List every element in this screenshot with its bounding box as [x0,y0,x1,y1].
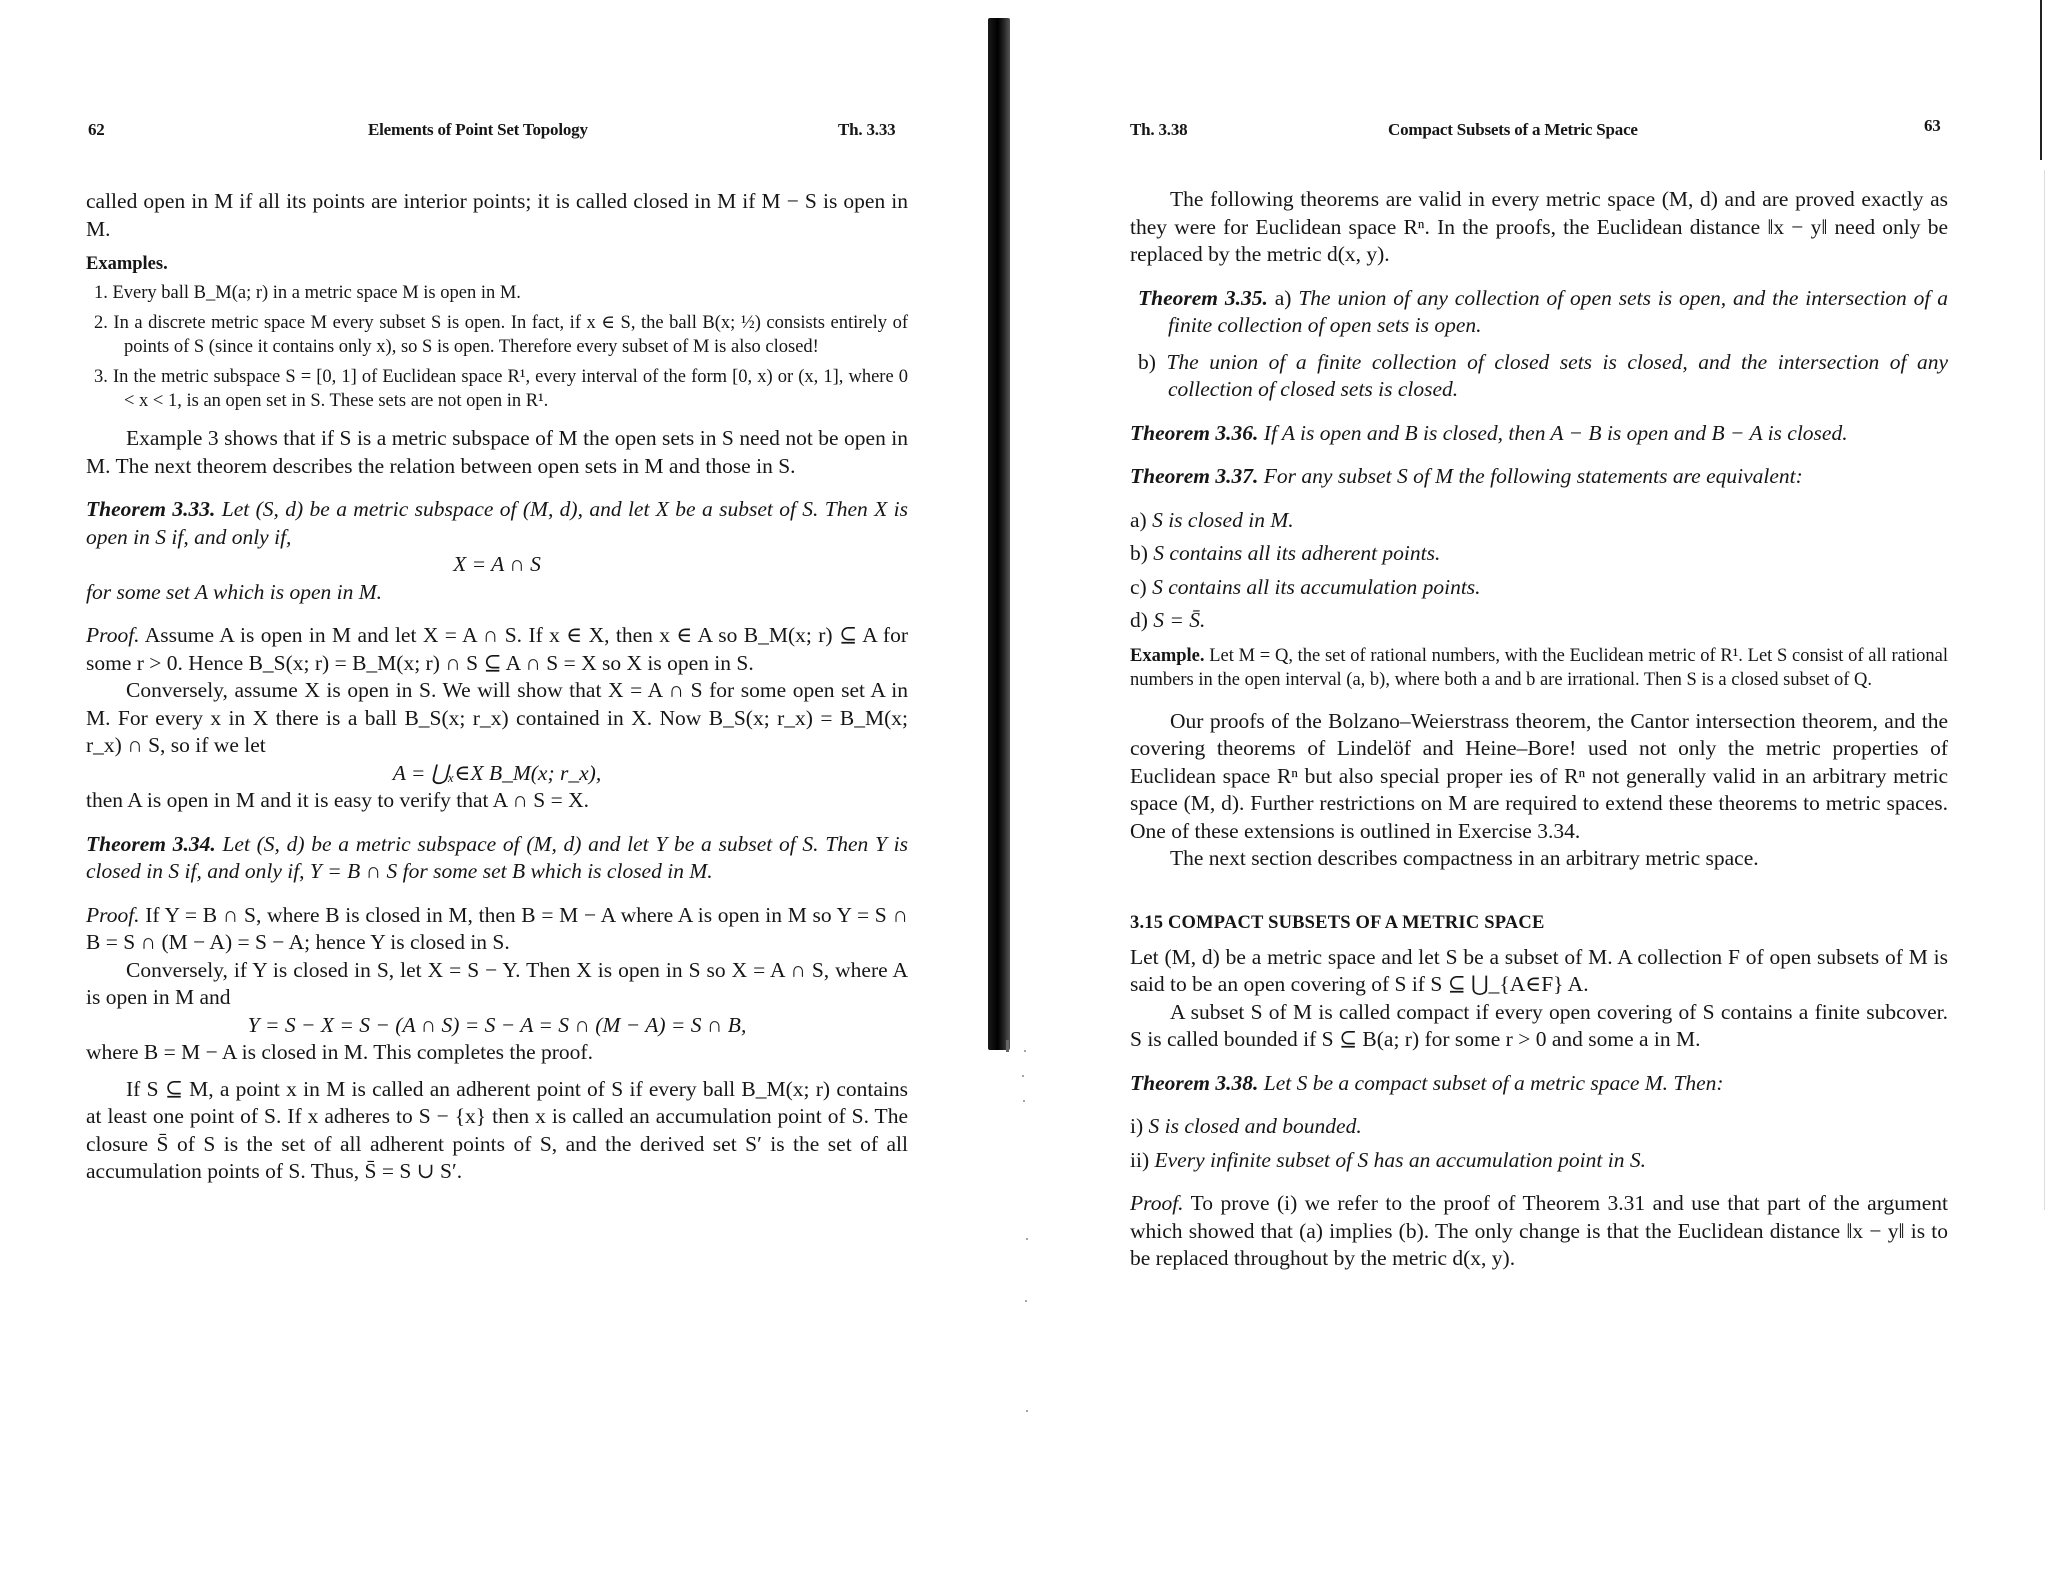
right-page [1040,0,2048,1582]
example-text: In a discrete metric space M every subset S is open. In fact, if x ∈ S, the ball B(x; ½) consists entirely of points of S (since it contains only x), so S is open. Therefore every subset of M is also closed! [113,313,909,357]
item-marker: c) [1130,574,1147,599]
example-number: 1. [94,283,108,303]
theorem-statement: Let (S, d) be a metric subspace of (M, d) and let Y be a subset of S. Then Y is closed in S if, and only if, Y = B ∩ S for some set B which is closed in M. [86,831,908,883]
example-number: 2. [94,313,108,333]
scan-speck [1023,1100,1025,1102]
equation-union-of-balls: A = ⋃ₓ∈X B_M(x; r_x), [392,760,602,785]
intro-paragraph: called open in M if all its points are interior points; it is called closed in M if M − S is open in M. [86,189,908,241]
theorem-3-34 [86,831,908,886]
proof-3-38 [1130,1190,1948,1273]
right-body [1130,186,1948,1273]
scan-speck [1024,1050,1026,1052]
proofs-paragraph: Our proofs of the Bolzano–Weierstrass theorem, the Cantor intersection theorem, and the covering theorems of Lindelöf and Heine–Bore! used not only the metric properties of Euclidean space Rⁿ but also special proper ies of Rⁿ not generally valid in an arbitrary metric space (M, d). Further restrictions on M are required to extend these theorems to metric spaces. One of these extensions is outlined in Exercise 3.34. [1130,708,1948,843]
theorem-3-36 [1130,420,1948,448]
proof-3-33 [86,622,908,677]
item-marker: b) [1138,349,1156,374]
scan-speck [1026,1238,1028,1240]
page-number: 62 [88,120,105,139]
item-marker: a) [1130,507,1147,532]
item-text: S contains all its accumulation points. [1152,574,1481,599]
theorem-3-37-item-b [1130,540,1948,568]
theorem-3-37-item-c [1130,574,1948,602]
proof-label: Proof. [86,623,140,647]
proof-3-34-converse: Conversely, if Y is closed in S, let X = S − Y. Then X is open in S so X = A ∩ S, where A is open in M and [86,957,908,1009]
theorem-3-37-item-a [1130,507,1948,535]
theorem-label: Theorem 3.33. [86,497,216,521]
example-rationals [1130,644,1948,692]
proof-label: Proof. [86,902,140,927]
proof-text: Assume A is open in M and let X = A ∩ S. If x ∈ X, then x ∈ A so B_M(x; r) ⊆ A for some r > 0. Hence B_S(x; r) = B_M(x; r) ∩ S ⊆ A ∩ S = X so X is open in S. [86,623,908,675]
item-text: S = S̄. [1153,608,1206,632]
theorem-statement: The union of a finite collection of closed sets is closed, and the intersection of any collection of closed sets is closed. [1166,349,1949,401]
proof-label: Proof. [1130,1191,1184,1215]
theorem-label: Theorem 3.36. [1130,420,1259,445]
theorem-statement: Let S be a compact subset of a metric space M. Then: [1263,1070,1724,1095]
equation-x-equals-a-cap-s: X = A ∩ S [453,552,541,576]
theorem-label: Theorem 3.38. [1130,1070,1259,1095]
proof-text: To prove (i) we refer to the proof of Theorem 3.31 and use that part of the argument which showed that (a) implies (b). The only change is that the Euclidean distance ‖x − y‖ is to be replaced throughout by the metric d(x, y). [1130,1191,1948,1270]
proof-3-34 [86,902,908,957]
theorem-label: Theorem 3.35. [1138,285,1268,310]
adherent-point-paragraph: If S ⊆ M, a point x in M is called an adherent point of S if every ball B_M(x; r) contains at least one point of S. If x adheres to S − {x} then x is called an accumulation point of S. The closure S̄ of S is the set of all adherent points of S, and the derived set S′ is the set of all accumulation points of S. Thus, S̄ = S ∪ S′. [86,1076,908,1183]
theorem-label: Theorem 3.37. [1130,464,1259,488]
theorem-statement: Let (S, d) be a metric subspace of (M, d), and let X be a subset of S. Then X is open in S if, and only if, [86,497,908,549]
scan-speck [1022,1075,1024,1077]
example-item-3 [86,365,908,413]
theorem-3-33 [86,496,908,551]
theorem-3-35-a [1130,285,1948,340]
theorem-3-38-item-ii [1130,1147,1948,1175]
left-body [86,188,908,1186]
running-head-section: Th. 3.38 [1130,120,1188,139]
theorem-3-35-b [1130,349,1948,404]
theorem-3-37-item-d [1130,607,1948,635]
examples-list [86,281,908,413]
theorem-3-33-continuation: for some set A which is open in M. [86,579,383,604]
item-marker: d) [1130,608,1148,632]
item-marker: i) [1130,1114,1144,1138]
running-head-title: Compact Subsets of a Metric Space [1388,120,1638,139]
theorem-3-38-item-i [1130,1113,1948,1141]
examples-heading: Examples. [86,254,168,274]
theorem-3-37 [1130,463,1948,491]
item-text: S is closed and bounded. [1148,1114,1362,1138]
scan-speck [1026,1410,1028,1412]
example-item-2 [86,311,908,359]
proof-3-33-conclusion: then A is open in M and it is easy to verify that A ∩ S = X. [86,788,590,812]
proof-3-33-converse: Conversely, assume X is open in S. We will show that X = A ∩ S for some open set A in M. For every x in X there is a ball B_S(x; r_x) contained in X. Now B_S(x; r_x) = B_M(x; r_x) ∩ S, so if we let [86,678,908,757]
intro-paragraph: The following theorems are valid in every metric space (M, d) and are proved exactly as they were for Euclidean space Rⁿ. In the proofs, the Euclidean distance ‖x − y‖ need only be replaced by the metric d(x, y). [1130,187,1948,266]
item-text: Every infinite subset of S has an accumulation point in S. [1154,1147,1646,1172]
running-head-section: Th. 3.33 [838,120,896,139]
running-head-title: Elements of Point Set Topology [368,120,588,139]
next-section-paragraph: The next section describes compactness in an arbitrary metric space. [1170,846,1759,870]
example-text: Every ball B_M(a; r) in a metric space M is open in M. [112,283,521,303]
compact-definition-paragraph: A subset S of M is called compact if every open covering of S contains a finite subcover. S is called bounded if S ⊆ B(a; r) for some r > 0 and some a in M. [1130,999,1948,1051]
item-marker: a) [1274,285,1292,310]
example-number: 3. [94,367,108,387]
scan-speck [1025,1300,1027,1302]
item-marker: b) [1130,541,1148,565]
section-heading-3-15: 3.15 COMPACT SUBSETS OF A METRIC SPACE [1130,912,1545,933]
proof-3-34-conclusion: where B = M − A is closed in M. This completes the proof. [86,1040,593,1064]
item-marker: ii) [1130,1147,1150,1172]
theorem-3-38 [1130,1070,1948,1098]
left-page [0,0,1000,1582]
page-number: 63 [1924,116,1941,135]
theorem-statement: The union of any collection of open sets is open, and the intersection of a finite collection of open sets is open. [1168,285,1949,337]
example-text: Let M = Q, the set of rational numbers, with the Euclidean metric of R¹. Let S consist of all rational numbers in the open interval (a, b), where both a and b are irrational. Then S is a closed subset of Q. [1130,645,1948,690]
theorem-statement: For any subset S of M the following statements are equivalent: [1263,464,1803,488]
theorem-label: Theorem 3.34. [86,831,216,856]
theorem-statement: If A is open and B is closed, then A − B is open and B − A is closed. [1263,420,1848,445]
example3-paragraph: Example 3 shows that if S is a metric subspace of M the open sets in S need not be open in M. The next theorem describes the relation between open sets in M and those in S. [86,426,908,478]
example-item-1 [86,281,908,305]
open-covering-paragraph: Let (M, d) be a metric space and let S be a subset of M. A collection F of open subsets of M is said to be an open covering of S if S ⊆ ⋃_{A∈F} A. [1130,944,1948,996]
item-text: S is closed in M. [1152,507,1294,532]
example-text: In the metric subspace S = [0, 1] of Euclidean space R¹, every interval of the form [0, x) or (x, 1], where 0 < x < 1, is an open set in S. These sets are not open in R¹. [112,367,908,411]
equation-y-equals: Y = S − X = S − (A ∩ S) = S − A = S ∩ (M − A) = S ∩ B, [247,1012,747,1037]
spine-fragment [1006,1040,1009,1052]
proof-text: If Y = B ∩ S, where B is closed in M, then B = M − A where A is open in M so Y = S ∩ B = S ∩ (M − A) = S − A; hence Y is closed in S. [86,902,908,954]
item-text: S contains all its adherent points. [1153,541,1441,565]
example-label: Example. [1130,645,1205,666]
